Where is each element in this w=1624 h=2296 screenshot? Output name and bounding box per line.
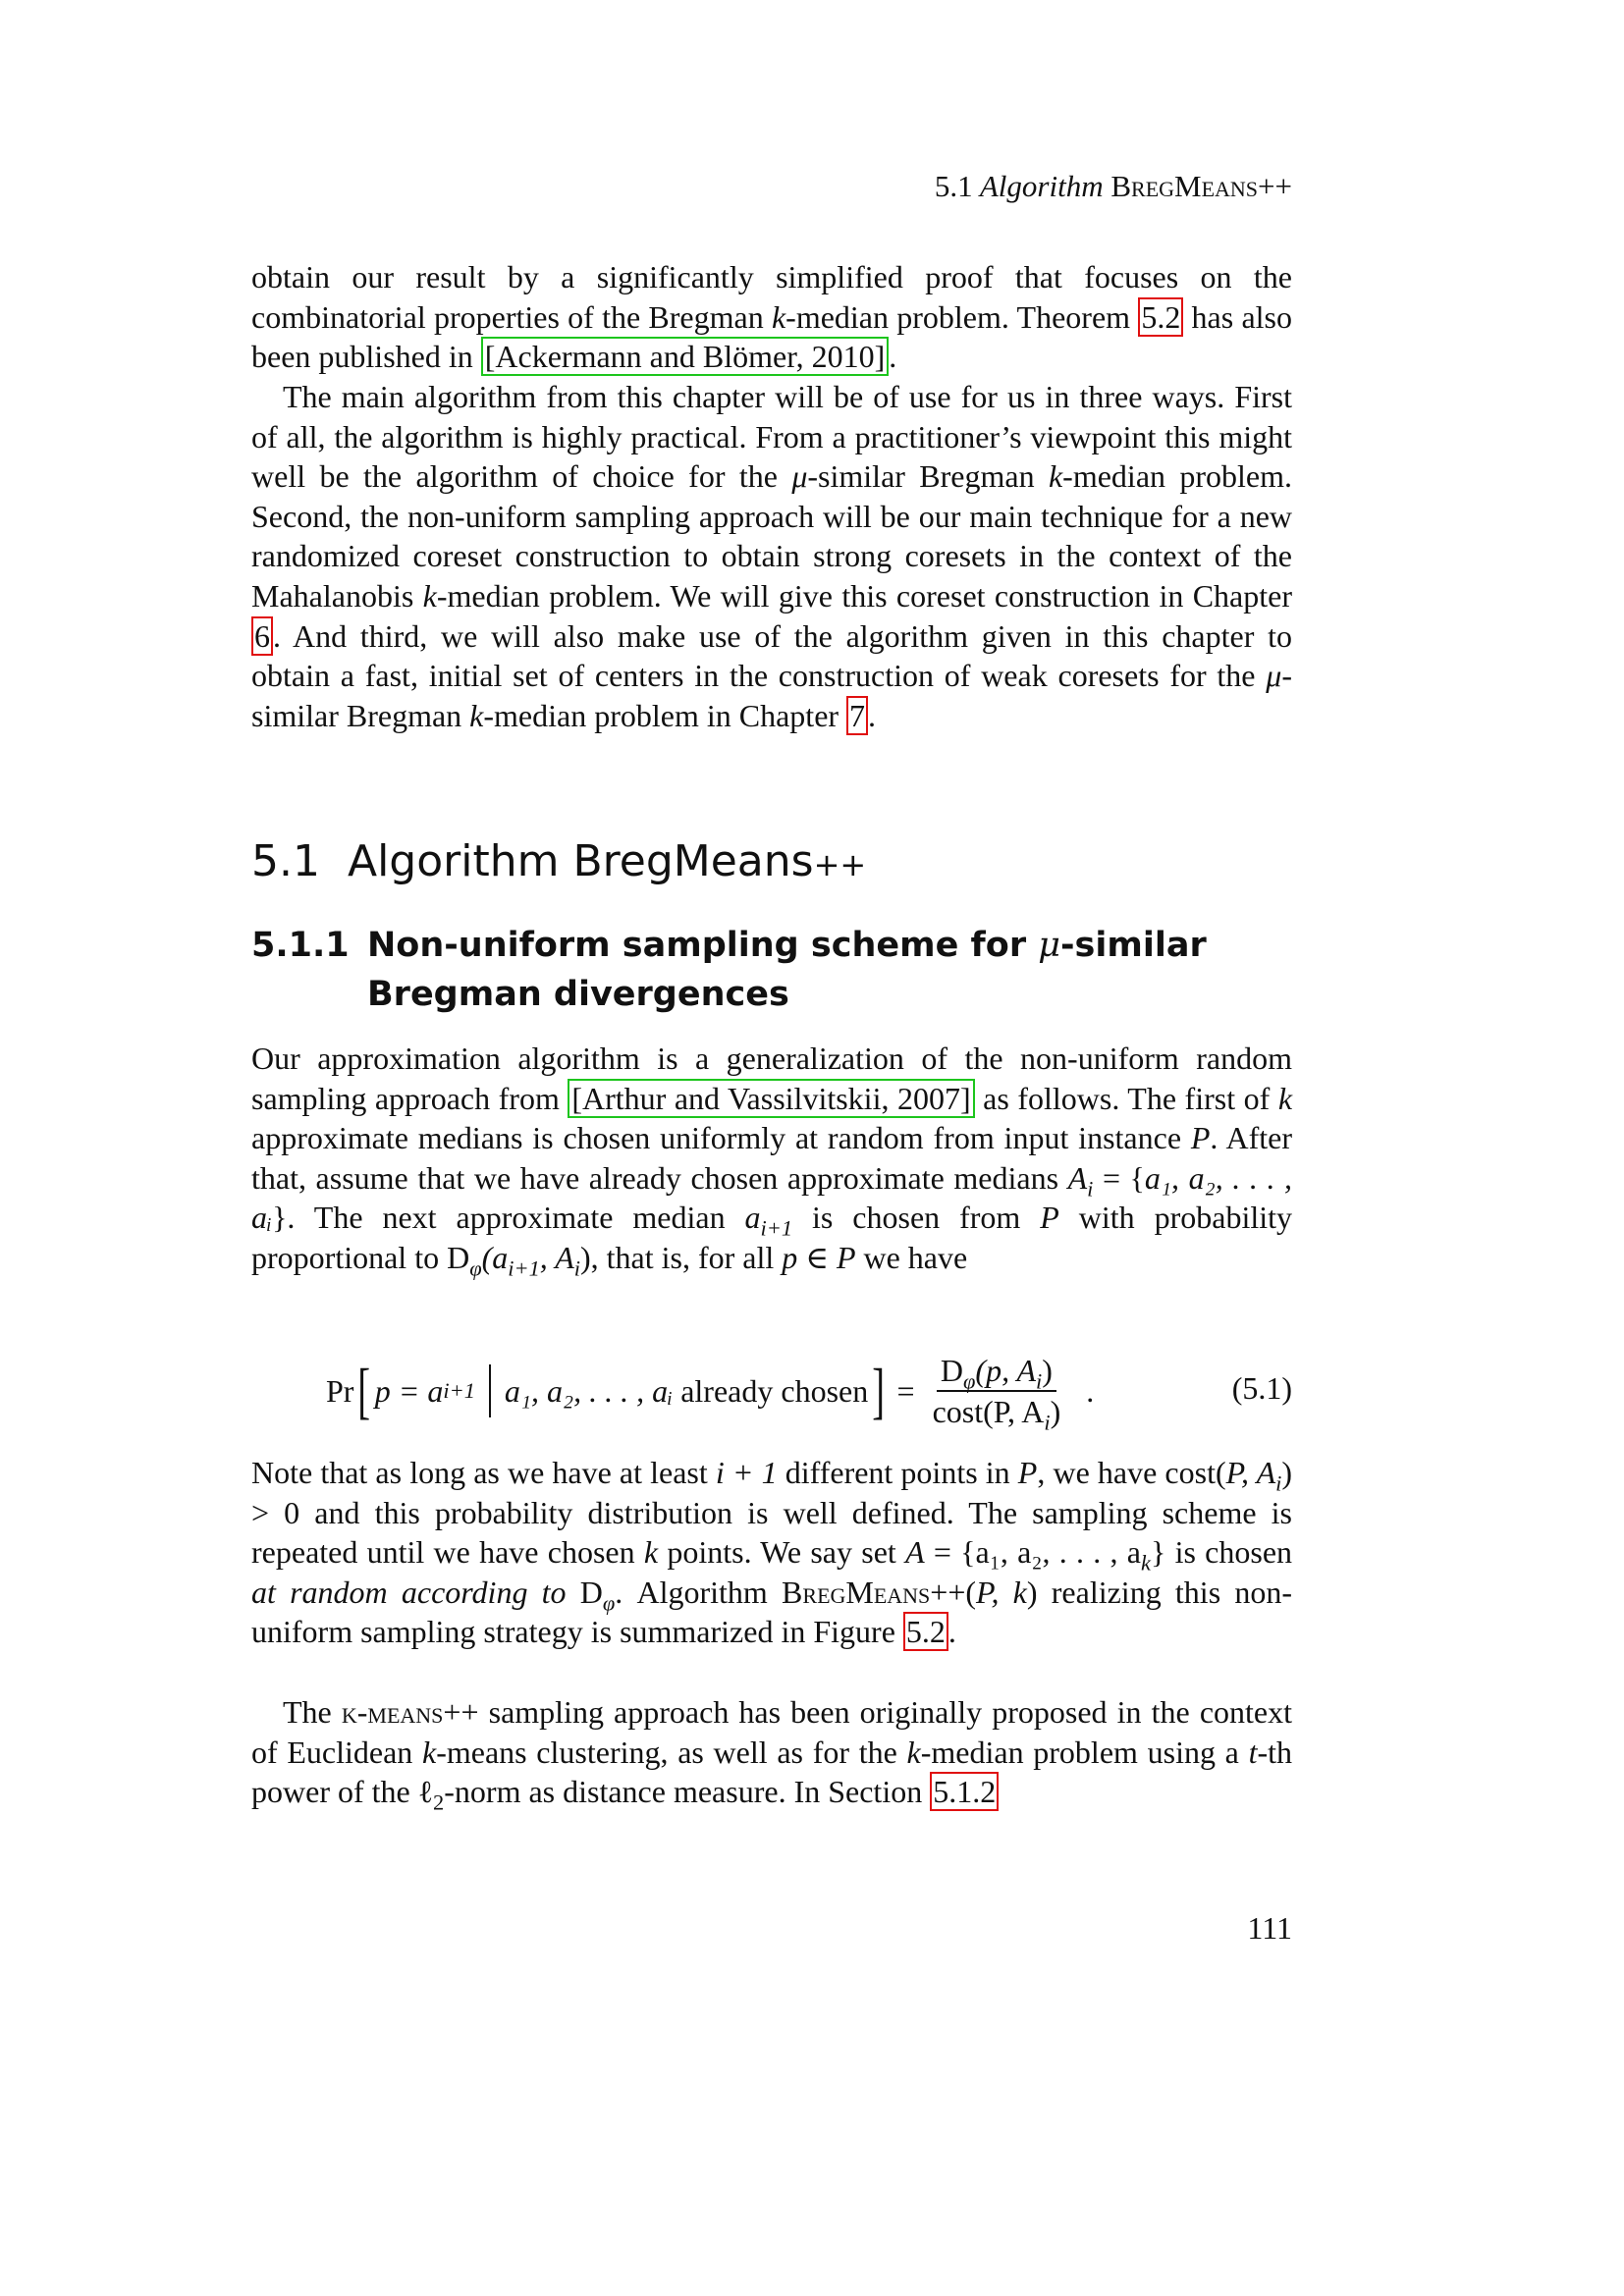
equation-number: (5.1) <box>1231 1370 1292 1406</box>
fraction: $\frac{D_\varphi(p, A_i)}{\cos t(P, A_i)}$ <box>932 1353 1061 1435</box>
left-bracket: [ <box>357 1356 371 1425</box>
conditional-bar <box>489 1364 491 1417</box>
citation-ackermann-bloemer[interactable]: [Ackermann and Blömer, 2010] <box>481 337 889 376</box>
page-number: 111 <box>1247 1910 1292 1946</box>
equation-5-1: Pr [ p = a i+1 a₁, a₂, . . . , aᵢ already chosen ] = $\frac{D_\varphi(p, A_i)}{\cos t(P, A_i)}$ . (5.1) <box>326 1353 1292 1435</box>
paragraph-5: The k-means++ sampling approach has been originally proposed in the context of Euclidean k-means clustering, as well as for the k-median problem using a t-th power of the ℓ$_2$-norm as distance measure. In Section 5.1.2 <box>251 1694 1293 1815</box>
paragraph-3: Our approximation algorithm is a generalization of the non-uniform random sampling approach from [Arthur and Vassilvitskii, 2007] as follows. The first of k approximate medians is chosen uniformly at random from input instance P. After that, assume that we have already chosen approximate medians $A_i = \{a_1$, a₂, . . . , aᵢ}. The next approximate median $a_{i+1}$ is chosen from P with probability proportional to $D_\varphi(a_{i+1}$, $A_i$), that is, for all p ∈ P we have <box>251 1041 1293 1281</box>
ref-theorem-5-2[interactable]: 5.2 <box>1138 297 1183 337</box>
section-heading: 5.1 Algorithm BregMeans++ <box>251 836 867 886</box>
ref-chapter-7[interactable]: 7 <box>846 696 868 735</box>
ref-figure-5-2[interactable]: 5.2 <box>903 1612 948 1651</box>
citation-arthur-vassilvitskii[interactable]: [Arthur and Vassilvitskii, 2007] <box>568 1079 974 1118</box>
subsection-heading: 5.1.1 Non-uniform sampling scheme for μ-similar Bregman divergences <box>251 926 1207 1014</box>
paragraph-2: The main algorithm from this chapter will be of use for us in three ways. First of all, the algorithm is highly practical. From a practitioner’s viewpoint this might well be the algorithm of choice for the μ-similar Bregman k-median problem. Second, the non-uniform sampling approach will be our main technique for a new randomized coreset construction to obtain strong coresets in the context of the Mahalanobis k-median problem. We will give this coreset construction in Chapter 6. And third, we will also make use of the algorithm given in this chapter to obtain a fast, initial set of centers in the construction of weak coresets for the μ-similar Bregman k-median problem in Chapter 7. <box>251 379 1293 733</box>
right-bracket: ] <box>872 1356 886 1425</box>
paragraph-1: obtain our result by a significantly simplified proof that focuses on the combinatorial properties of the Bregman k-median problem. Theorem 5.2 has also been published in [Ackermann and Blömer, 2010] . <box>251 259 1293 375</box>
ref-chapter-6[interactable]: 6 <box>251 616 273 656</box>
running-head: 5.1 Algorithm BregMeans++ <box>934 169 1292 203</box>
paragraph-4: Note that as long as we have at least i + 1 different points in P, we have cost(P, $A_i) > 0$ and this probability distribution is well defined. The sampling scheme is repeated until we have chosen k points. We say set A = {a₁, a₂, . . . , $a_k$} is chosen at random according to $D_\varphi$. Algorithm BregMeans++(P, k) realizing this non-uniform sampling strategy is summarized in Figure 5.2. <box>251 1455 1293 1650</box>
ref-section-5-1-2[interactable]: 5.1.2 <box>930 1772 999 1811</box>
